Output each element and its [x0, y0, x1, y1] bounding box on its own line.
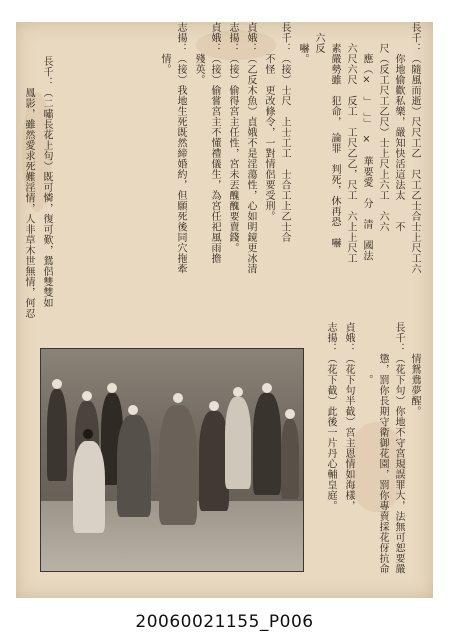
text-column: 不怪 更改條令，一對情侶要受刑。	[263, 22, 274, 222]
text-column: 貞娥：（花下句半截）宮主恩情如海樣，	[343, 322, 354, 511]
text-column: 應（× 」 」」 × 華要愛 分 清 國法	[361, 22, 372, 261]
text-column: 情鴛鴦夢醒。	[409, 322, 420, 417]
script-page	[16, 22, 433, 598]
text-column: 鳳影，雖然愛求死難淫情，人非草木世無情，何忍	[23, 56, 34, 319]
text-column: 貞娥：（乙反木魚）貞娥不是淫蕩性，心如明鏡更冰清	[245, 22, 256, 274]
text-column: 貞娥：（接）偷嘗宮主不懂禮儀生，為宮任祀風雨擔	[209, 22, 220, 264]
stage-photo	[40, 348, 304, 572]
text-column: 長千：（接）士尺 上士工工 士合工上乙士合	[279, 22, 290, 243]
text-column: 志揚：（花下截）此後一片丹心輔皇庭。	[325, 322, 336, 511]
text-column: 志揚：（接）偷得宮主任性，宮未丟醜醜要賣錢。	[227, 22, 238, 253]
text-column: 長千：（隨風而逝）尺尺工乙 尺工乙士合士上尺工六	[409, 22, 420, 274]
text-column: 六反	[313, 22, 324, 54]
text-column: 嚇。	[297, 22, 308, 64]
text-column: 長千：（二嘯長花上句）既可憐，復可歎，鴛侶雙雙如	[41, 56, 52, 308]
text-column: 尺（反工尺工乙尺）士上尺上六工 六六	[377, 22, 388, 232]
text-column: 情。	[159, 22, 170, 75]
text-column: 志揚：（接）我地生死既然締婚約，但願死後同穴拖牽	[175, 22, 186, 274]
text-column: 殘英。	[193, 22, 204, 85]
text-column: 長千：（花下句）你地不守宮規誤罪大，法無可恕要嚴	[393, 322, 404, 574]
archive-id: 20060021155_P006	[135, 612, 314, 632]
text-column: 懲，罰你長期守衛御花園，罰你專賣採花伢抗命	[377, 322, 388, 574]
text-column: 你地偷歡私樂，嚴知快活這法太 不	[393, 22, 404, 232]
text-column: 六尺六尺 反工 工尺乙乙，尺工 六上上尺工	[345, 22, 356, 264]
text-column: 。	[361, 322, 372, 385]
text-column: 素嚴勢雖 犯命， 論罪 判死，休再恐 嚇	[329, 22, 340, 248]
